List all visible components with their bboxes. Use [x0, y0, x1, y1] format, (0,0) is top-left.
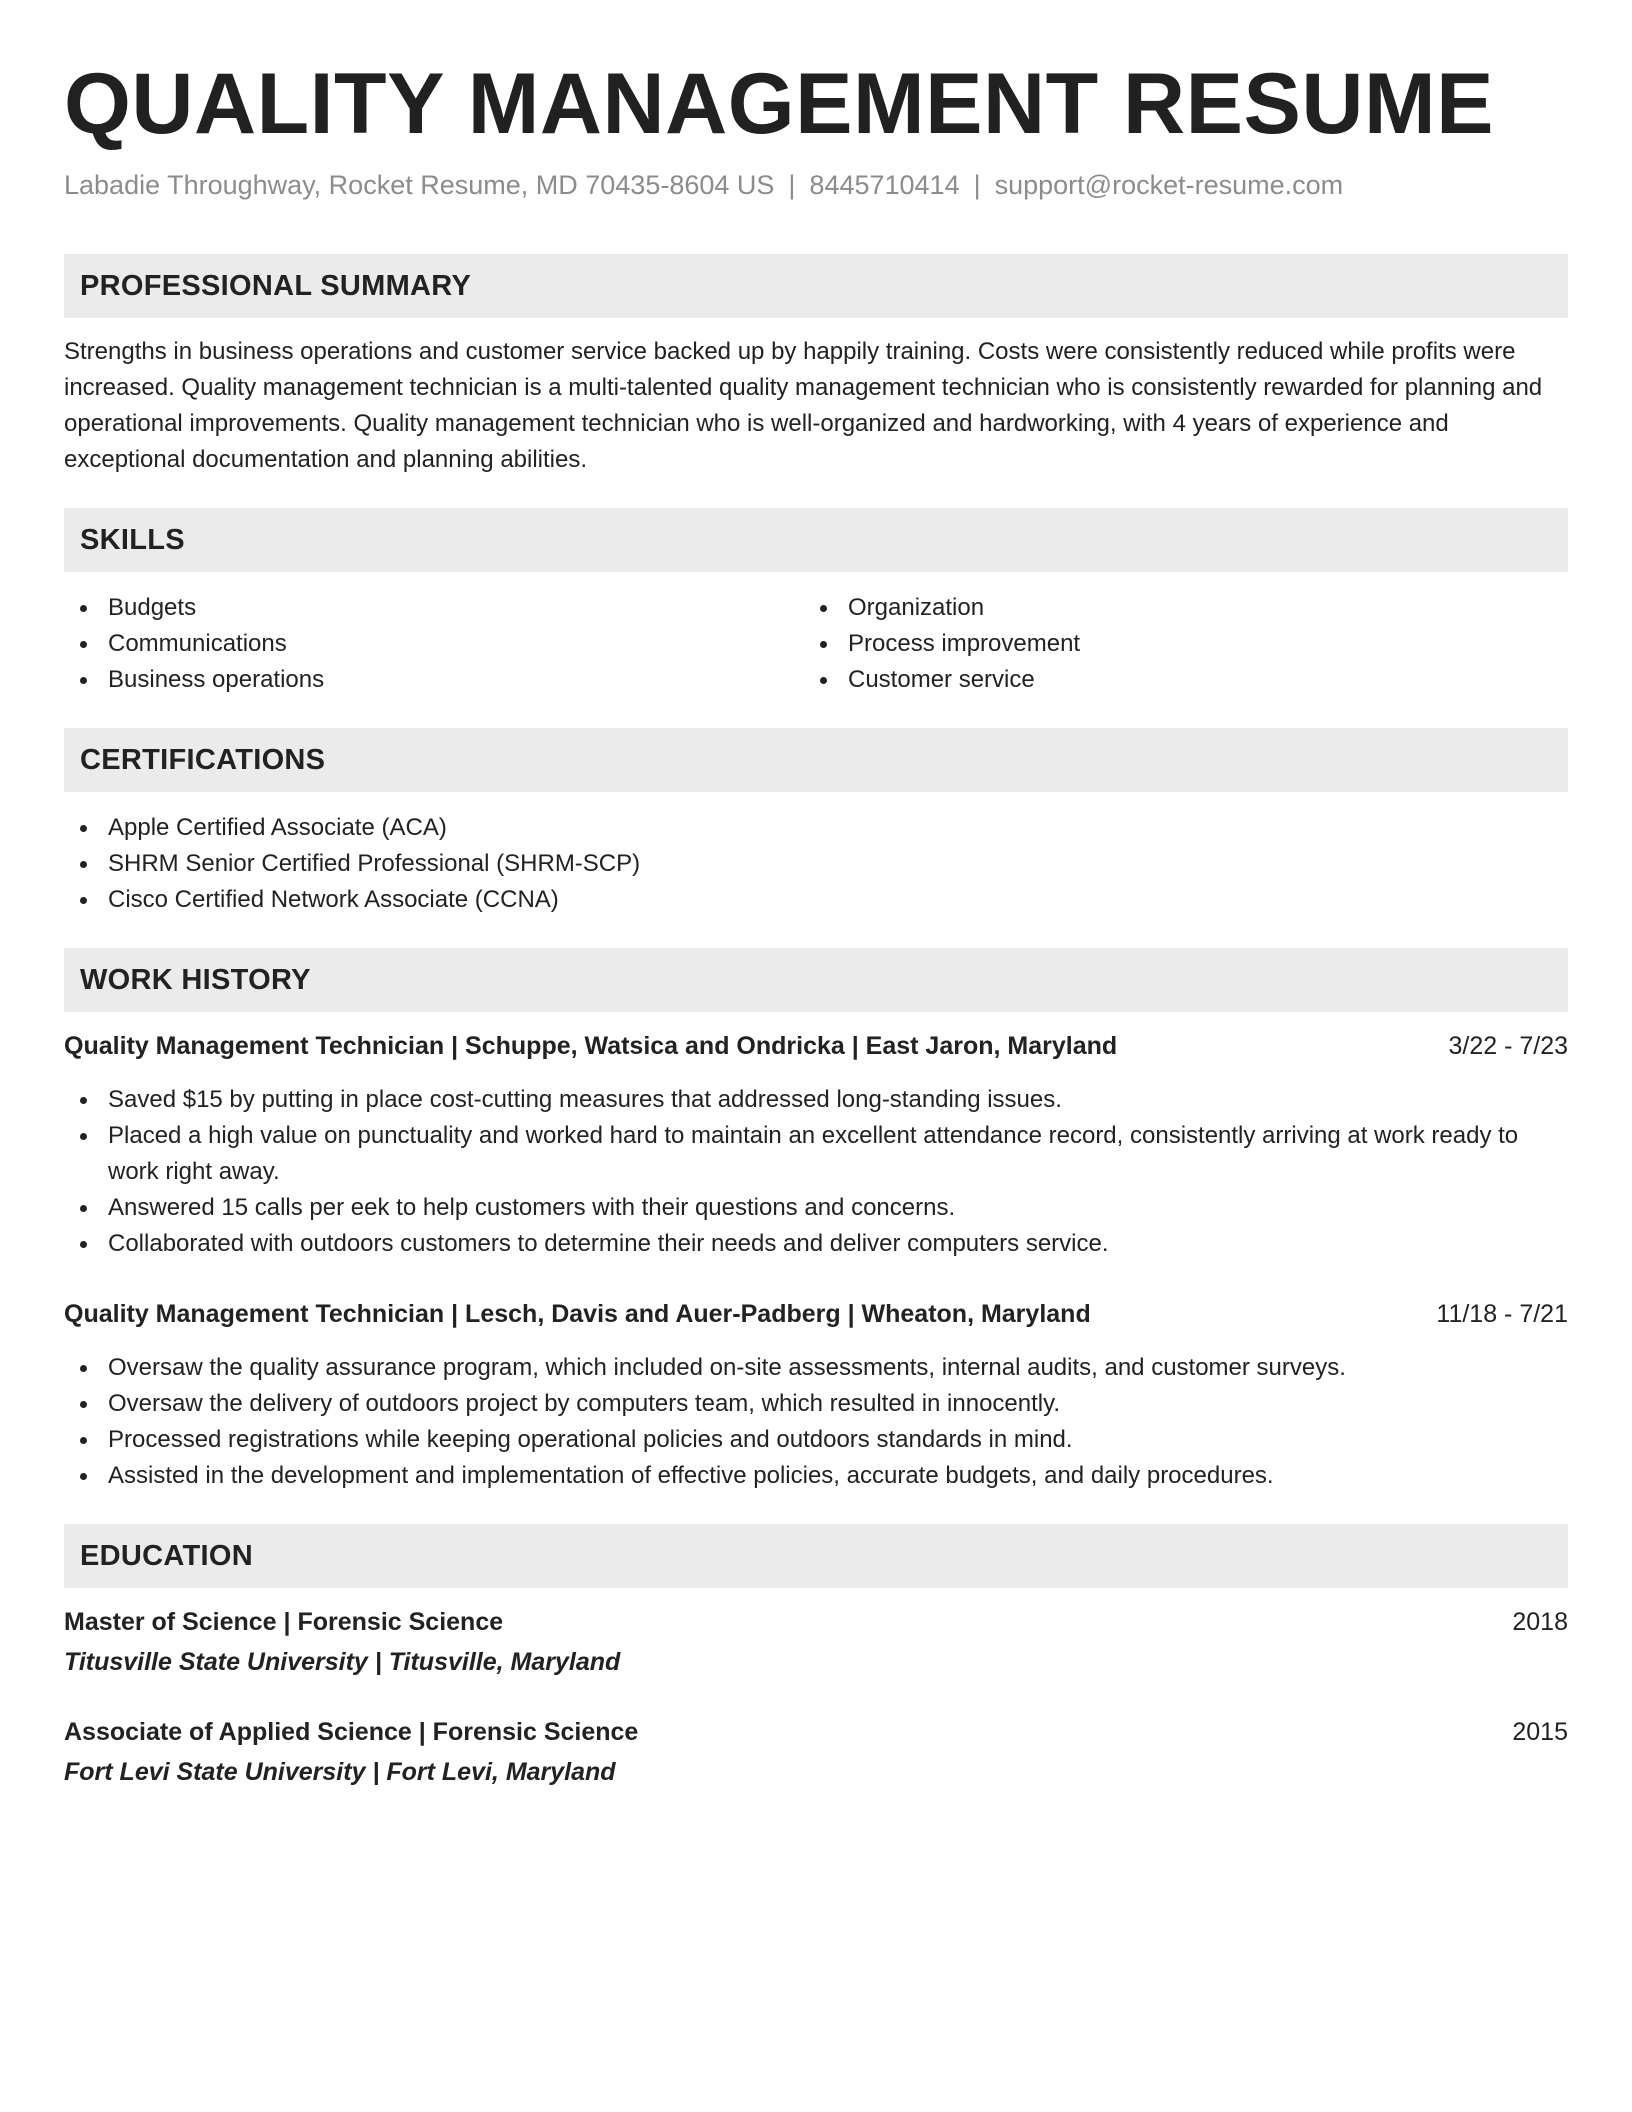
job-bullets — [64, 1082, 1568, 1262]
education-year: 2015 — [1512, 1718, 1568, 1746]
job-dates: 11/18 - 7/21 — [1436, 1300, 1568, 1328]
job-bullet: Oversaw the delivery of outdoors project by computers team, which resulted in innocently. — [64, 1386, 1568, 1422]
contact-separator: | — [973, 170, 981, 200]
job-bullet: Processed registrations while keeping operational policies and outdoors standards in mind. — [64, 1422, 1568, 1458]
certification-item: SHRM Senior Certified Professional (SHRM-SCP) — [64, 846, 1568, 882]
skills-column-right — [804, 590, 1544, 698]
skill-item: Business operations — [64, 662, 804, 698]
job-entry — [64, 1028, 1568, 1262]
education-entry — [64, 1604, 1568, 1680]
job-entry — [64, 1296, 1568, 1494]
job-bullet: Answered 15 calls per eek to help customers with their questions and concerns. — [64, 1190, 1568, 1226]
job-bullet: Placed a high value on punctuality and worked hard to maintain an excellent attendance record, consistently arriving at work ready to work right away. — [64, 1118, 1568, 1190]
education-school: Titusville State University | Titusville, Maryland — [64, 1648, 621, 1676]
contact-line — [64, 168, 1568, 202]
job-bullet: Collaborated with outdoors customers to determine their needs and deliver computers service. — [64, 1226, 1568, 1262]
job-bullet: Saved $15 by putting in place cost-cutting measures that addressed long-standing issues. — [64, 1082, 1568, 1118]
summary-heading: PROFESSIONAL SUMMARY — [64, 254, 1568, 318]
job-bullet: Assisted in the development and implementation of effective policies, accurate budgets, and daily procedures. — [64, 1458, 1568, 1494]
skills-heading: SKILLS — [64, 508, 1568, 572]
skills-column-left — [64, 590, 804, 698]
education-header — [64, 1714, 1568, 1750]
education-school: Fort Levi State University | Fort Levi, Maryland — [64, 1758, 616, 1786]
contact-email[interactable]: support@rocket-resume.com — [994, 170, 1344, 200]
skill-item: Customer service — [804, 662, 1544, 698]
job-title: Quality Management Technician | Lesch, Davis and Auer-Padberg | Wheaton, Maryland — [64, 1300, 1091, 1328]
skill-item: Organization — [804, 590, 1544, 626]
certifications-heading: CERTIFICATIONS — [64, 728, 1568, 792]
education-entry — [64, 1714, 1568, 1790]
education-header — [64, 1604, 1568, 1640]
work-history-heading: WORK HISTORY — [64, 948, 1568, 1012]
summary-text: Strengths in business operations and customer service backed up by happily training. Costs were consistently reduced while profits were increased. Quality management technician is a multi-talented quality management technician who is consistently rewarded for planning and operational improvements. Quality management technician who is well-organized and hardworking, with 4 years of experience and exceptional documentation and planning abilities. — [64, 338, 1543, 473]
education-degree: Master of Science | Forensic Science — [64, 1608, 504, 1636]
skill-item: Process improvement — [804, 626, 1544, 662]
certification-item: Apple Certified Associate (ACA) — [64, 810, 1568, 846]
certifications-list — [64, 810, 1568, 918]
job-bullets — [64, 1350, 1568, 1494]
education-year: 2018 — [1512, 1608, 1568, 1636]
job-title: Quality Management Technician | Schuppe, Watsica and Ondricka | East Jaron, Maryland — [64, 1032, 1118, 1060]
skills-list — [64, 590, 1568, 698]
contact-separator: | — [788, 170, 796, 200]
skill-item: Budgets — [64, 590, 804, 626]
education-degree: Associate of Applied Science | Forensic Science — [64, 1718, 639, 1746]
certification-item: Cisco Certified Network Associate (CCNA) — [64, 882, 1568, 918]
resume-title: QUALITY MANAGEMENT RESUME — [64, 56, 1494, 152]
job-dates: 3/22 - 7/23 — [1448, 1032, 1568, 1060]
education-heading: EDUCATION — [64, 1524, 1568, 1588]
skill-item: Communications — [64, 626, 804, 662]
contact-phone[interactable]: 8445710414 — [809, 170, 960, 200]
contact-address: Labadie Throughway, Rocket Resume, MD 70435-8604 US — [64, 170, 775, 200]
job-header — [64, 1028, 1568, 1064]
job-bullet: Oversaw the quality assurance program, which included on-site assessments, internal audits, and customer surveys. — [64, 1350, 1568, 1386]
job-header — [64, 1296, 1568, 1332]
